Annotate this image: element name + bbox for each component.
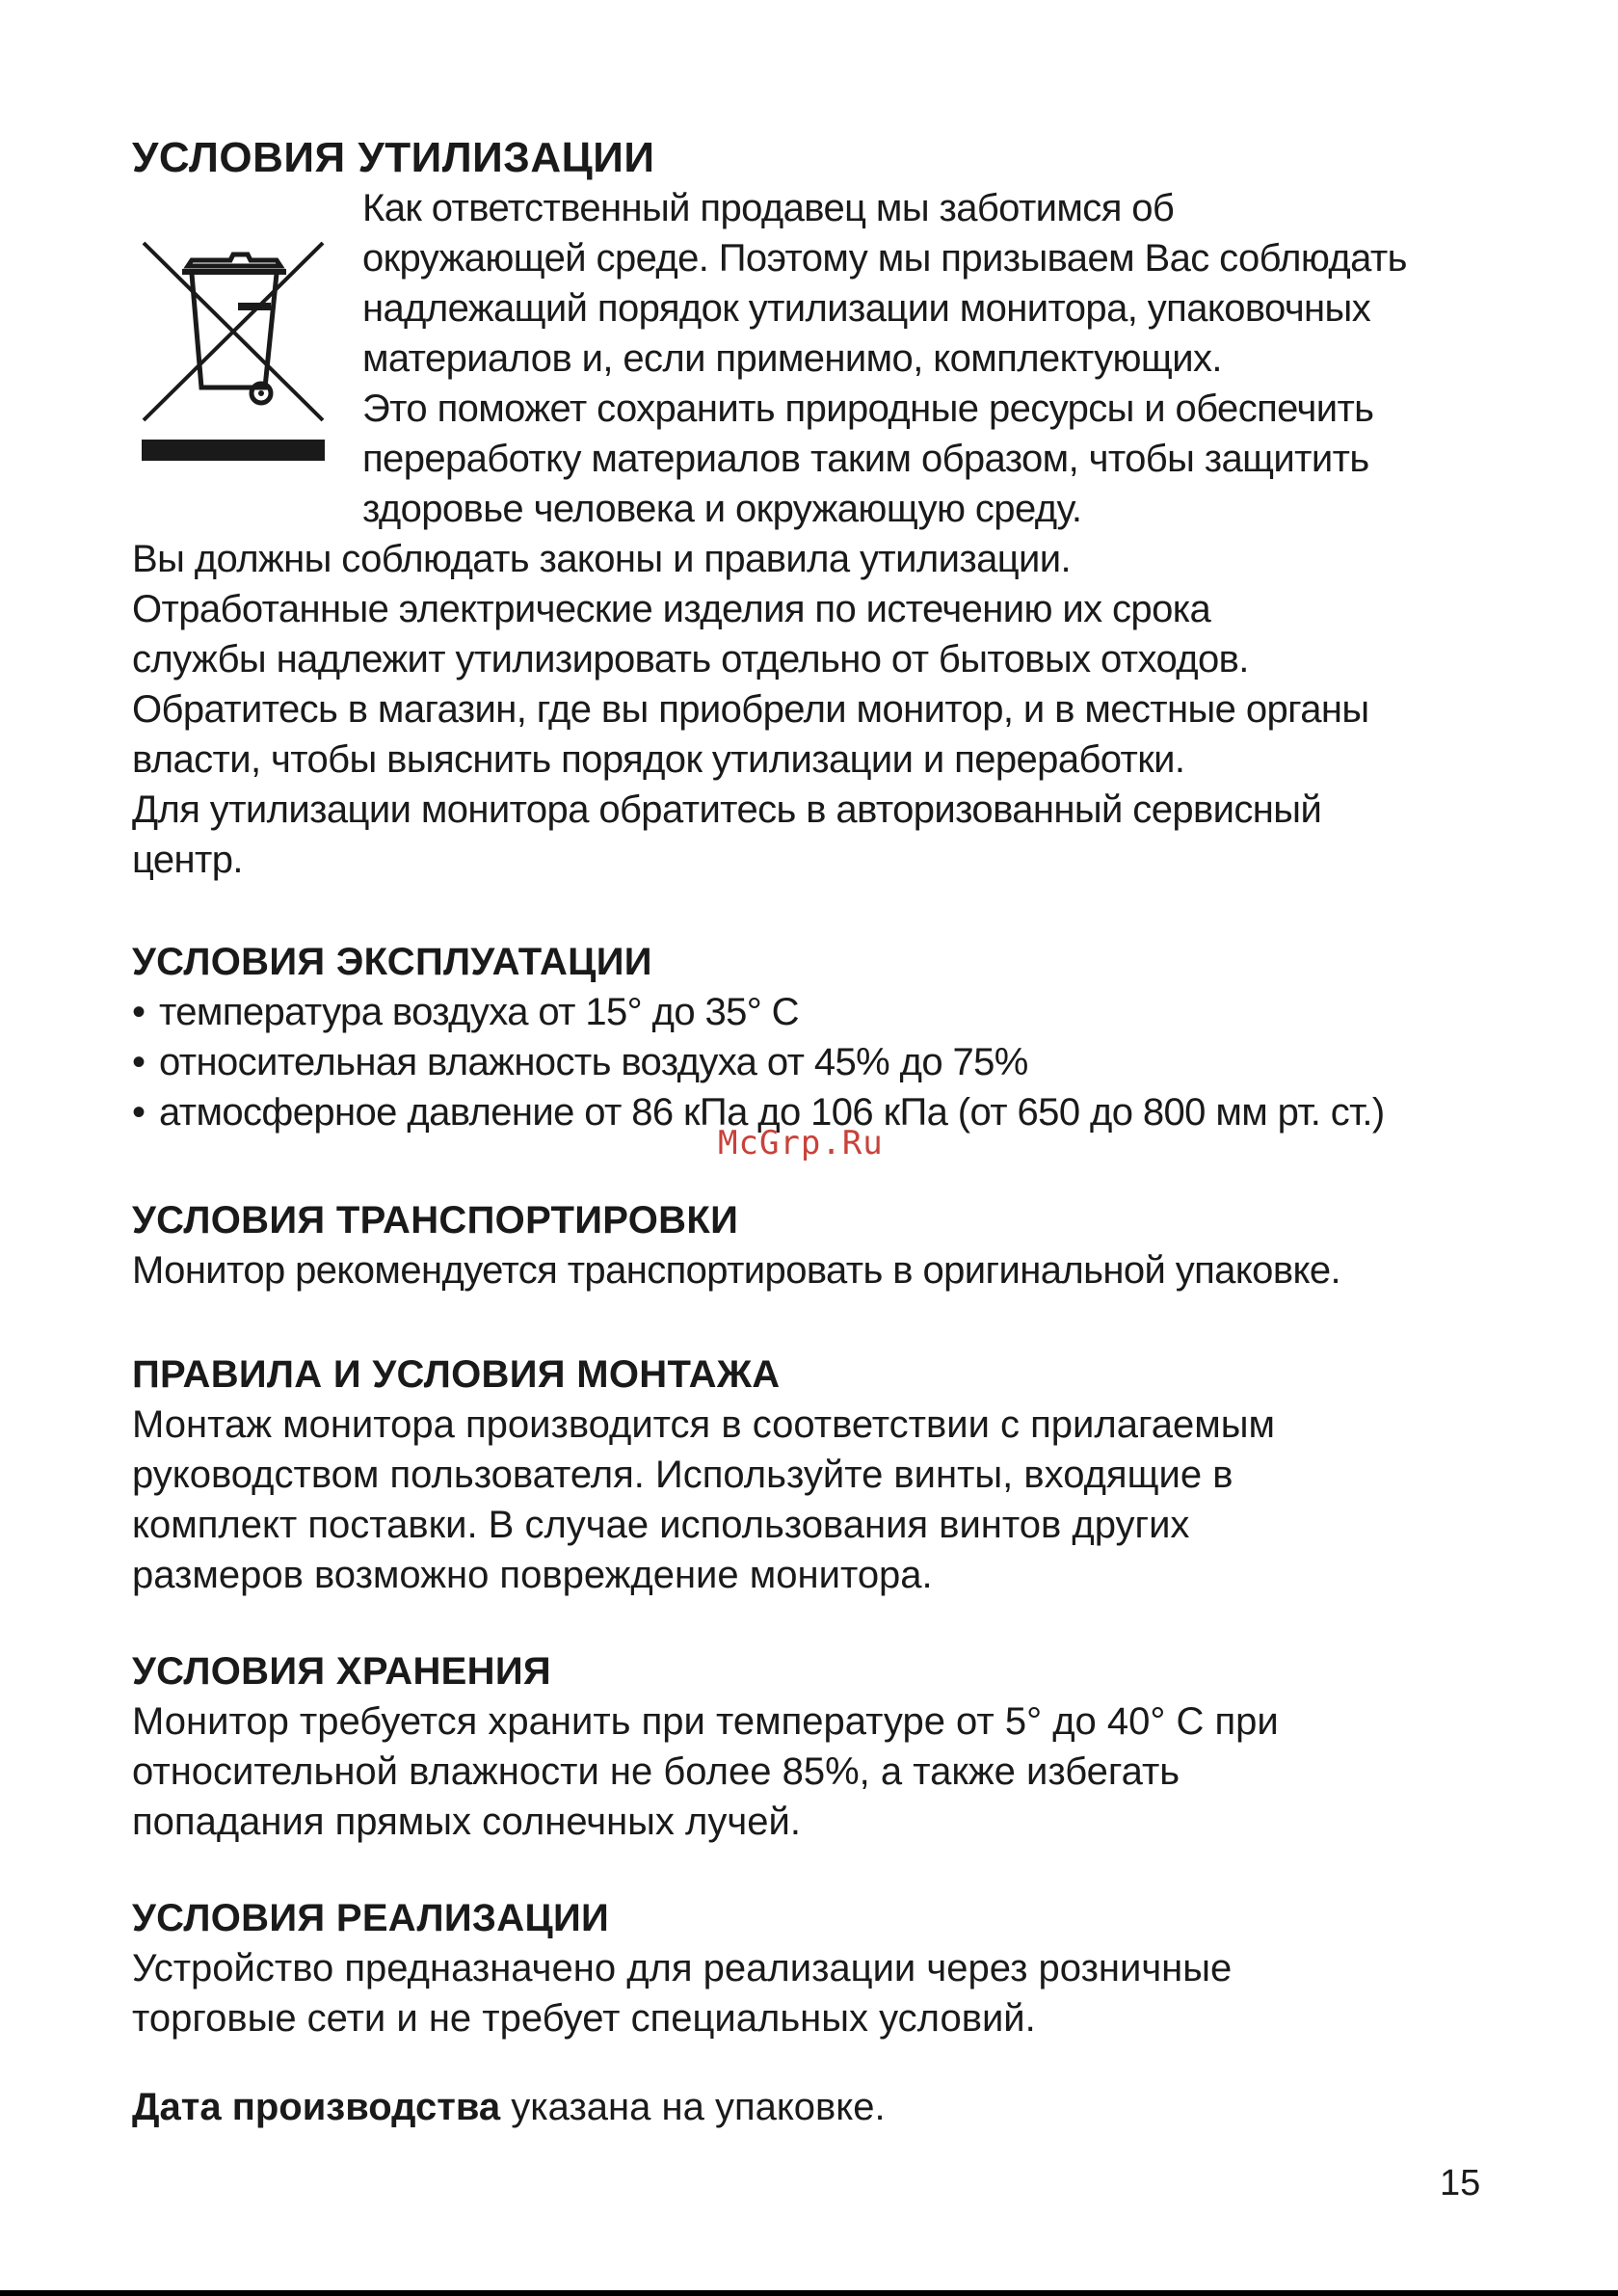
text-line: окружающей среде. Поэтому мы призываем Вас соблюдать [362,237,1407,280]
text-line: надлежащий порядок утилизации монитора, упаковочных [362,287,1371,330]
text-line: Для утилизации монитора обратитесь в авторизованный сервисный [132,788,1322,831]
disposal-intro-text [362,183,1407,534]
production-date-label: Дата производства [132,2086,501,2128]
list-item [132,1037,1385,1087]
storage-text [132,1696,1279,1847]
text-line: Отработанные электрические изделия по истечению их срока [132,588,1211,630]
text-line: относительной влажности не более 85%, а также избегать [132,1750,1180,1793]
bottom-edge-rule [0,2290,1618,2296]
mounting-text [132,1400,1275,1600]
text-line: руководством пользователя. Используйте винты, входящие в [132,1454,1233,1496]
sales-title: УСЛОВИЯ РЕАЛИЗАЦИИ [132,1897,610,1939]
production-date [132,2082,886,2132]
text-line: Как ответственный продавец мы заботимся об [362,187,1175,229]
text-line: Устройство предназначено для реализации через розничные [132,1947,1233,1989]
storage-title: УСЛОВИЯ ХРАНЕНИЯ [132,1650,551,1693]
text-line: службы надлежит утилизировать отдельно от бытовых отходов. [132,638,1249,681]
page-number: 15 [1440,2163,1481,2203]
disposal-intro [132,183,1500,530]
list-item [132,987,1385,1037]
bullet-icon: • [132,1041,146,1083]
sales-text [132,1943,1232,2043]
text-line: власти, чтобы выяснить порядок утилизации и переработки. [132,738,1185,781]
operation-section [132,937,1385,1137]
text-line: Монитор требуется хранить при температуре от 5° до 40° С при [132,1700,1279,1743]
text-line: попадания прямых солнечных лучей. [132,1801,801,1843]
text-line: размеров возможно повреждение монитора. [132,1554,933,1596]
crossed-out-wheelie-bin-icon [142,241,325,463]
text-line: здоровье человека и окружающую среду. [362,488,1082,530]
text-line: материалов и, если применимо, комплектующих. [362,337,1222,380]
storage-section [132,1646,1279,1847]
mounting-title: ПРАВИЛА И УСЛОВИЯ МОНТАЖА [132,1353,781,1396]
transport-title: УСЛОВИЯ ТРАНСПОРТИРОВКИ [132,1199,739,1241]
text-line: Обратитесь в магазин, где вы приобрели монитор, и в местные органы [132,688,1369,731]
text-line: Это поможет сохранить природные ресурсы и обеспечить [362,387,1374,430]
production-date-text: указана на упаковке. [500,2086,886,2128]
text-line: торговые сети и не требует специальных условий. [132,1997,1036,2040]
bullet-icon: • [132,1091,146,1134]
text-line: переработку материалов таким образом, чтобы защитить [362,438,1369,480]
operation-title: УСЛОВИЯ ЭКСПЛУАТАЦИИ [132,941,652,983]
disposal-body [132,534,1369,885]
operation-list [132,987,1385,1137]
watermark-text: McGrp.Ru [718,1124,884,1162]
list-item-text: относительная влажность воздуха от 45% до 75% [159,1041,1028,1083]
sales-section [132,1893,1232,2043]
text-line: Монтаж монитора производится в соответствии с прилагаемым [132,1403,1275,1446]
text-line: Монитор рекомендуется транспортировать в оригинальной упаковке. [132,1249,1340,1292]
disposal-section [132,133,1500,530]
mounting-section [132,1349,1275,1600]
text-line: центр. [132,839,243,881]
transport-section [132,1195,1340,1295]
text-line: комплект поставки. В случае использования винтов других [132,1504,1190,1546]
disposal-title: УСЛОВИЯ УТИЛИЗАЦИИ [132,134,655,181]
transport-text [132,1245,1340,1295]
list-item-text: атмосферное давление от 86 кПа до 106 кПа (от 650 до 800 мм рт. ст.) [159,1091,1385,1134]
bullet-icon: • [132,991,146,1033]
list-item-text: температура воздуха от 15° до 35° С [159,991,799,1033]
text-line: Вы должны соблюдать законы и правила утилизации. [132,538,1072,580]
